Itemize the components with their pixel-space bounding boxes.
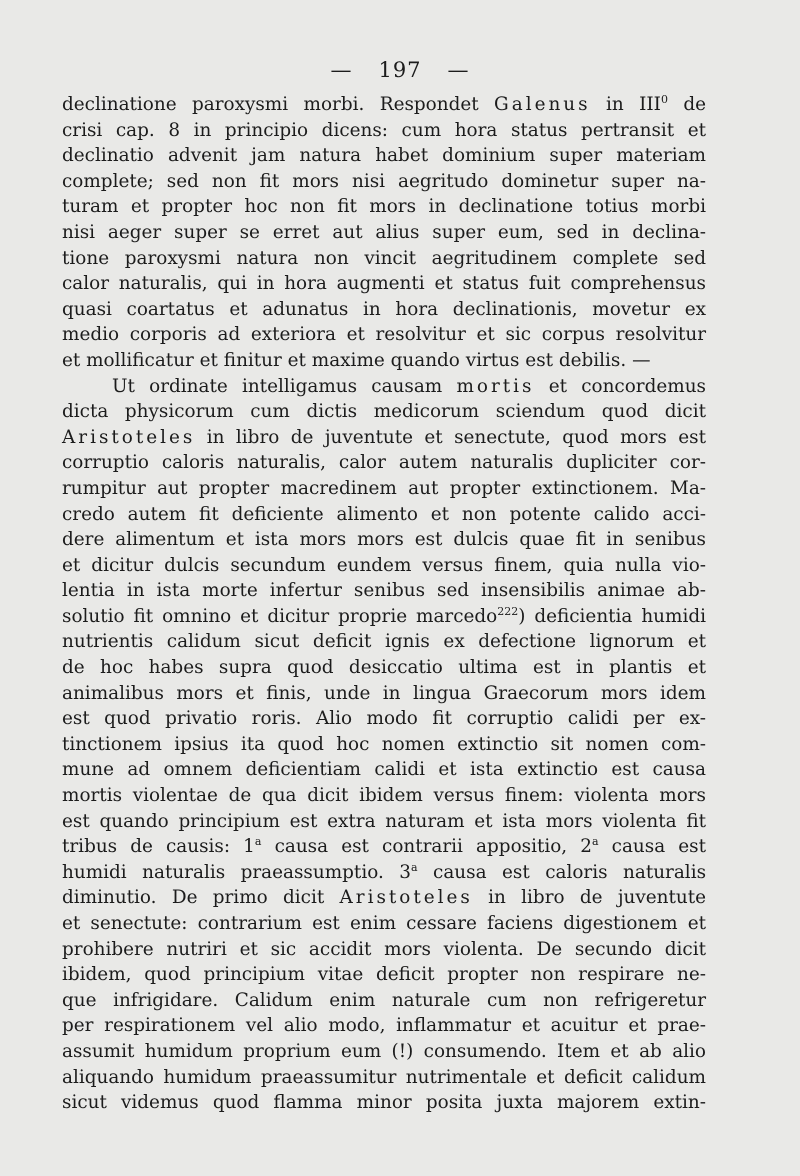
text-run: prohibere nutriri et sic accidit mors violenta. De secundo dicit	[62, 938, 706, 960]
superscript: 222	[497, 604, 519, 618]
text-run: credo autem fit deficiente alimento et non potente calido acci-	[62, 503, 706, 525]
text-line	[62, 374, 706, 400]
header-dash-right: —	[447, 58, 470, 82]
text-run: Ut ordinate intelligamus causam	[112, 375, 457, 397]
text-line	[62, 706, 706, 732]
text-line	[62, 322, 706, 348]
superscript: a	[591, 835, 599, 849]
text-line	[62, 911, 706, 937]
text-run: ibidem, quod principium vitae deficit propter non respirare ne-	[62, 964, 706, 986]
text-run: turam et propter hoc non fit mors in declinatione totius morbi	[62, 196, 706, 218]
text-run: tribus de causis: 1	[62, 836, 255, 858]
text-run: de hoc habes supra quod desiccatio ultima est in plantis et	[62, 657, 706, 679]
text-line	[62, 118, 706, 144]
text-run: nutrientis calidum sicut deficit ignis ex defectione lignorum et	[62, 631, 706, 653]
text-line	[62, 220, 706, 246]
header-dash-left: —	[330, 58, 353, 82]
text-line	[62, 553, 706, 579]
text-run: de	[667, 94, 706, 115]
text-run: declinatio advenit jam natura habet dominium super materiam	[62, 145, 706, 167]
text-run: diminutio. De primo dicit	[62, 887, 340, 909]
text-run: est quando principium est extra naturam et ista mors violenta fit	[62, 810, 706, 832]
text-line	[62, 169, 706, 195]
text-line	[62, 629, 706, 655]
text-line	[62, 476, 706, 502]
spaced-name: mortis	[456, 375, 535, 397]
page-header	[0, 58, 800, 82]
text-run: et concordemus	[534, 375, 706, 397]
text-run: et dicitur dulcis secundum eundem versus finem, quia nulla vio-	[62, 554, 706, 576]
page-number: 197	[378, 58, 422, 82]
superscript: a	[254, 835, 262, 849]
text-run: animalibus mors et finis, unde in lingua Graecorum mors idem	[62, 682, 706, 704]
spaced-name: Aristoteles	[339, 887, 473, 909]
text-run: aliquando humidum praeassumitur nutrimentale et deficit calidum	[62, 1066, 706, 1088]
text-line	[62, 783, 706, 809]
superscript: 0	[660, 92, 668, 106]
text-line	[62, 681, 706, 707]
text-line	[62, 450, 706, 476]
text-line	[62, 143, 706, 169]
text-run: crisi cap. 8 in principio dicens: cum hora status pertransit et	[62, 119, 706, 141]
text-run: solutio fit omnino et dicitur proprie marcedo	[62, 605, 498, 627]
text-run: in libro de juventute	[472, 887, 706, 909]
text-run: dere alimentum et ista mors mors est dulcis quae fit in senibus	[62, 529, 706, 551]
text-run: declinatione paroxysmi morbi. Respondet	[62, 94, 495, 115]
text-line	[62, 732, 706, 758]
text-run: mortis violentae de qua dicit ibidem versus finem: violenta mors	[62, 785, 706, 807]
text-run: medio corporis ad exteriora et resolvitur et sic corpus resolvitur	[62, 324, 706, 346]
text-run: in III	[590, 94, 661, 115]
text-line	[62, 937, 706, 963]
text-line	[62, 92, 706, 118]
text-run: in libro de juventute et senectute, quod mors est	[195, 426, 706, 448]
body-text	[62, 92, 706, 1116]
text-run: assumit humidum proprium eum (!) consumendo. Item et ab alio	[62, 1040, 706, 1062]
text-line	[62, 348, 706, 374]
text-line	[62, 1090, 706, 1116]
text-line	[62, 399, 706, 425]
text-line	[62, 246, 706, 272]
text-line	[62, 860, 706, 886]
text-line	[62, 885, 706, 911]
text-line	[62, 578, 706, 604]
text-line	[62, 962, 706, 988]
text-run: calor naturalis, qui in hora augmenti et status fuit comprehensus	[62, 273, 706, 295]
text-run: dicta physicorum cum dictis medicorum sciendum quod dicit	[62, 401, 706, 423]
spaced-name: Galenus	[494, 94, 591, 115]
text-line	[62, 809, 706, 835]
text-run: lentia in ista morte infertur senibus sed insensibilis animae ab-	[62, 580, 706, 602]
text-line	[62, 1065, 706, 1091]
text-run: sicut videmus quod flamma minor posita juxta majorem extin-	[62, 1092, 706, 1114]
text-line	[62, 1013, 706, 1039]
text-run: corruptio caloris naturalis, calor autem naturalis dupliciter cor-	[62, 452, 706, 474]
text-run: quasi coartatus et adunatus in hora declinationis, movetur ex	[62, 298, 706, 320]
text-line	[62, 1039, 706, 1065]
text-line	[62, 757, 706, 783]
text-line	[62, 194, 706, 220]
text-line	[62, 988, 706, 1014]
text-run: tinctionem ipsius ita quod hoc nomen extinctio sit nomen com-	[62, 733, 706, 755]
text-run: mune ad omnem deficientiam calidi et ista extinctio est causa	[62, 759, 706, 781]
text-line	[62, 655, 706, 681]
text-line	[62, 502, 706, 528]
text-run: est quod privatio roris. Alio modo fit corruptio calidi per ex-	[62, 708, 706, 730]
text-run: causa est contrarii appositio, 2	[261, 836, 592, 858]
text-run: humidi naturalis praeassumptio. 3	[62, 861, 411, 883]
text-run: causa est	[598, 836, 706, 858]
text-line	[62, 604, 706, 630]
text-run: rumpitur aut propter macredinem aut propter extinctionem. Ma-	[62, 477, 706, 499]
text-line	[62, 425, 706, 451]
text-run: complete; sed non fit mors nisi aegritudo dominetur super na-	[62, 170, 706, 192]
text-line	[62, 297, 706, 323]
text-run: causa est caloris naturalis	[417, 861, 707, 883]
text-run: et senectute: contrarium est enim cessare faciens digestionem et	[62, 913, 706, 934]
text-run: que infrigidare. Calidum enim naturale cum non refrigeretur	[62, 989, 706, 1011]
text-run: ) deficientia humidi	[518, 605, 706, 627]
text-line	[62, 527, 706, 553]
spaced-name: Aristoteles	[62, 426, 196, 448]
text-run: nisi aeger super se erret aut alius super eum, sed in declina-	[62, 221, 706, 243]
text-line	[62, 834, 706, 860]
text-run: per respirationem vel alio modo, inflammatur et acuitur et prae-	[62, 1015, 706, 1037]
text-run: tione paroxysmi natura non vincit aegritudinem complete sed	[62, 247, 706, 269]
text-line	[62, 271, 706, 297]
superscript: a	[410, 860, 418, 874]
text-run: et mollificatur et finitur et maxime quando virtus est debilis. —	[62, 349, 651, 371]
